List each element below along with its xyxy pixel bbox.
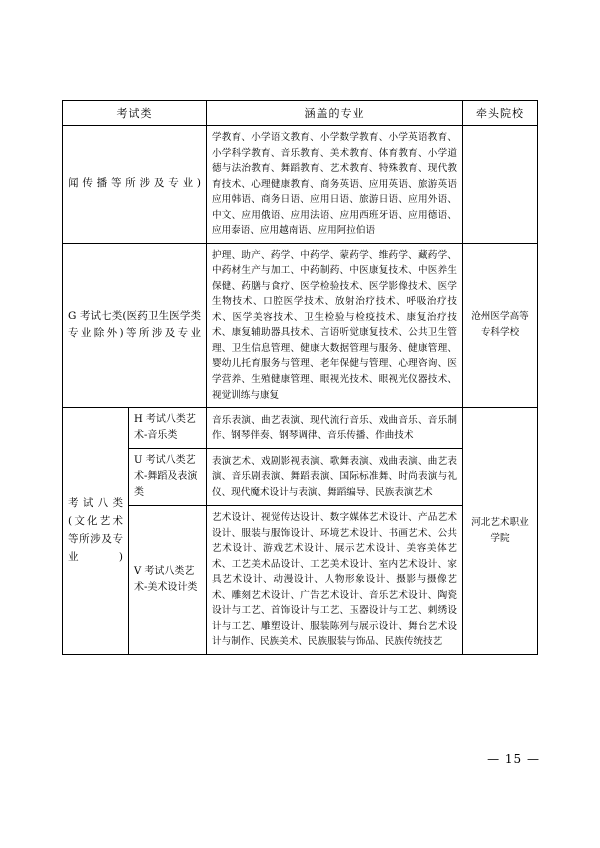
row-majors: 护理、助产、药学、中药学、蒙药学、维药学、藏药学、中药材生产与加工、中药制药、中医康复技术、中医养生保健、药膳与食疗、医学检验技术、医学影像技术、医学生物技术、口腔医学技术、放射治疗技术、呼吸治疗技术、医学美容技术、卫生检验与检疫技术、康复治疗技术、康复辅助器具技术、言语听觉康复技术、公共卫生管理、卫生信息管理、健康大数据管理与服务、健康管理、婴幼儿托育服务与管理、老年保健与管理、心理咨询、医学营养、生殖健康管理、眼视光技术、眼视光仪器技术、视觉训练与康复 — [207, 243, 463, 407]
row-category: 闻传播等所涉及专业) — [63, 126, 207, 244]
table-header-row — [63, 101, 538, 126]
header-exam-category: 考试类 — [63, 101, 207, 126]
row-school — [463, 126, 538, 244]
row-subcategory: V 考试八类艺术-美术设计类 — [129, 506, 207, 655]
table-header — [63, 101, 538, 126]
row-majors: 学教育、小学语文教育、小学数学教育、小学英语教育、小学科学教育、音乐教育、美术教育、体育教育、小学道德与法治教育、舞蹈教育、艺术教育、特殊教育、现代教育技术、心理健康教育、商务英语、应用英语、旅游英语应用韩语、商务日语、应用日语、旅游日语、应用外语、中文、应用俄语、应用法语、应用西班牙语、应用德语、应用泰语、应用越南语、应用阿拉伯语 — [207, 126, 463, 244]
row-category: G 考试七类(医药卫生医学类专业除外)等所涉及专业 — [63, 243, 207, 407]
row-school: 河北艺术职业学院 — [463, 408, 538, 655]
header-covered-majors: 涵盖的专业 — [207, 101, 463, 126]
header-lead-college: 牵头院校 — [463, 101, 538, 126]
row-subcategory: H 考试八类艺术-音乐类 — [129, 408, 207, 449]
row-subcategory: U 考试八类艺术-舞蹈及表演类 — [129, 449, 207, 506]
table-row — [63, 408, 538, 449]
row-majors: 艺术设计、视觉传达设计、数字媒体艺术设计、产品艺术设计、服装与服饰设计、环境艺术设计、书画艺术、公共艺术设计、游戏艺术设计、展示艺术设计、美容美体艺术、工艺美术品设计、工艺美术设计、室内艺术设计、家具艺术设计、动漫设计、人物形象设计、摄影与摄像艺术、雕刻艺术设计、广告艺术设计、音乐艺术设计、陶瓷设计与工艺、首饰设计与工艺、玉器设计与工艺、刺绣设计与工艺、雕塑设计、服装陈列与展示设计、舞台艺术设计与制作、民族美术、民族服装与饰品、民族传统技艺 — [207, 506, 463, 655]
exam-category-table — [62, 100, 538, 655]
table-body — [63, 126, 538, 655]
page-number: — 15 — — [487, 752, 540, 766]
row-category: 考试八类(文化艺术等所涉及专业) — [63, 408, 129, 655]
table-row — [63, 126, 538, 244]
row-majors: 音乐表演、曲艺表演、现代流行音乐、戏曲音乐、音乐制作、钢琴伴奏、钢琴调律、音乐传播、作曲技术 — [207, 408, 463, 449]
row-school: 沧州医学高等专科学校 — [463, 243, 538, 407]
row-majors: 表演艺术、戏剧影视表演、歌舞表演、戏曲表演、曲艺表演、音乐剧表演、舞蹈表演、国际标准舞、时尚表演与礼仪、现代魔术设计与表演、舞蹈编导、民族表演艺术 — [207, 449, 463, 506]
table-row — [63, 243, 538, 407]
